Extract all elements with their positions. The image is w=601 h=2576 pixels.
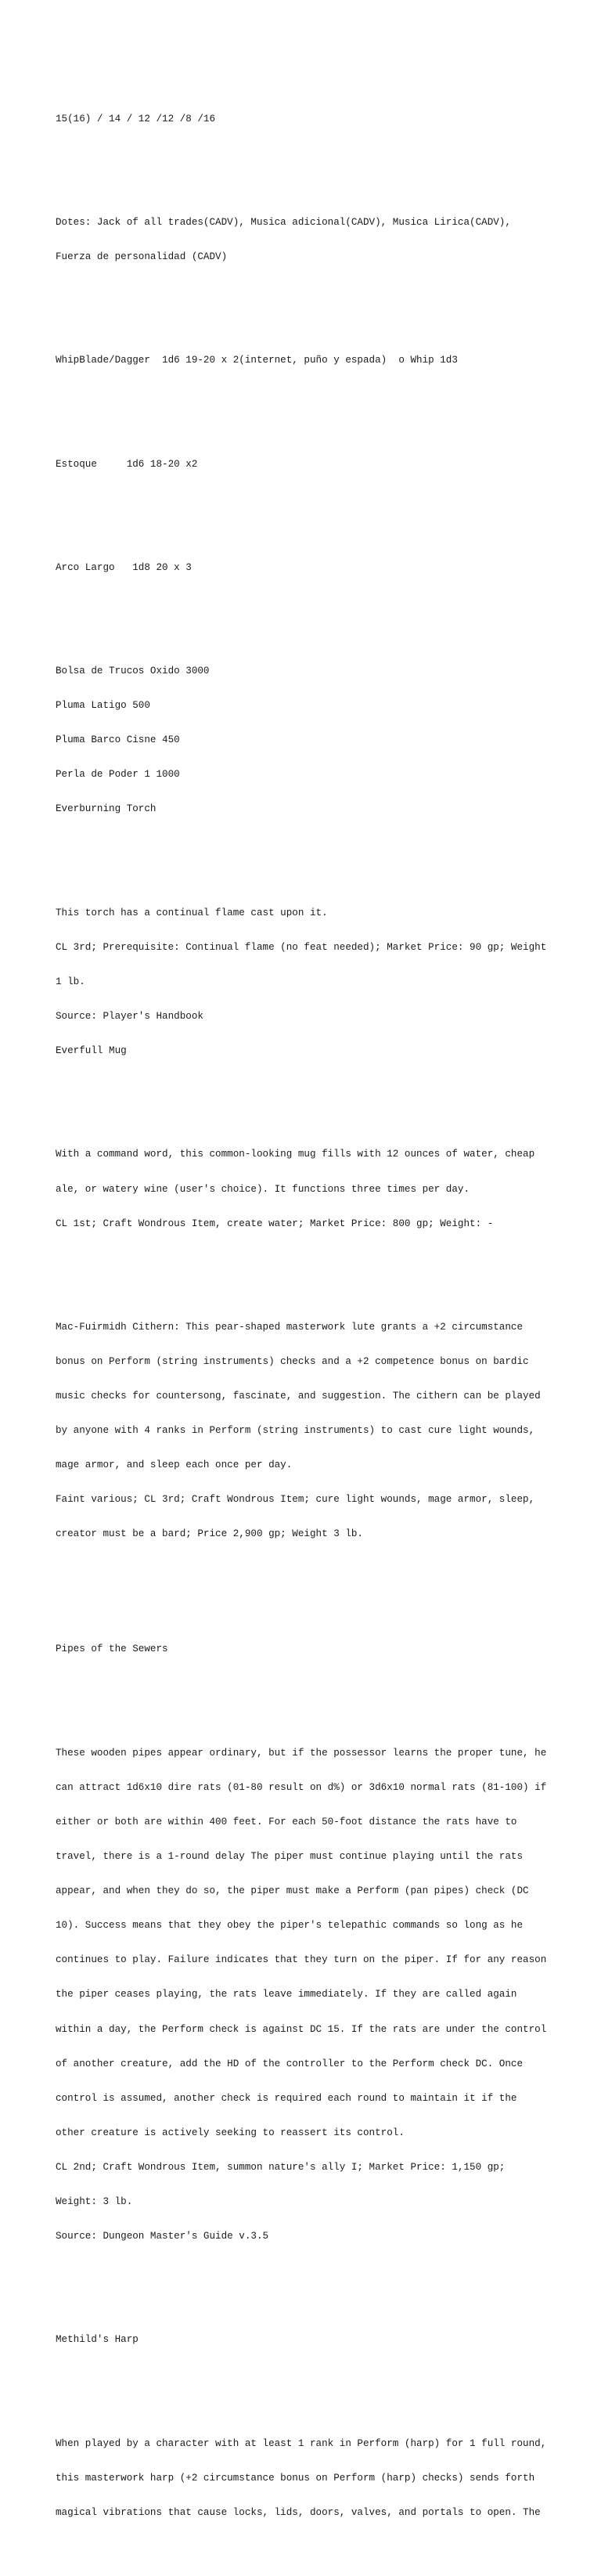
list-item: Pluma Barco Cisne 450 <box>56 734 180 746</box>
text-line: by anyone with 4 ranks in Perform (string instruments) to cast cure light wounds, <box>56 1425 535 1437</box>
text-line: Faint various; CL 3rd; Craft Wondrous Item; cure light wounds, mage armor, sleep, <box>56 1494 535 1506</box>
text-line: When played by a character with at least 1 rank in Perform (harp) for 1 full round, <box>56 2437 547 2449</box>
weapon-estoque <box>56 435 588 493</box>
text-line: the piper ceases playing, the rats leave immediately. If they are called again <box>56 1989 517 2001</box>
text-line: Everfull Mug <box>56 1045 127 1057</box>
pipes-description <box>56 1724 588 2265</box>
feats-block <box>56 193 588 286</box>
text-line: CL 2nd; Craft Wondrous Item, summon nature's ally I; Market Price: 1,150 gp; <box>56 2161 506 2173</box>
weapon-line: Arco Largo 1d8 20 x 3 <box>56 561 192 573</box>
torch-description <box>56 884 588 1080</box>
mug-description <box>56 1126 588 1253</box>
text-line: With a command word, this common-looking mug fills with 12 ounces of water, cheap <box>56 1149 535 1160</box>
document-page <box>56 56 588 2576</box>
ability-scores: 15(16) / 14 / 12 /12 /8 /16 <box>56 113 216 124</box>
stats-block <box>56 90 588 148</box>
text-line: control is assumed, another check is required each round to maintain it if the <box>56 2092 517 2104</box>
text-line: These wooden pipes appear ordinary, but if the possessor learns the proper tune, he <box>56 1747 547 1759</box>
text-line: creator must be a bard; Price 2,900 gp; Weight 3 lb. <box>56 1528 363 1540</box>
harp-description <box>56 2415 588 2542</box>
text-line: this masterwork harp (+2 circumstance bonus on Perform (harp) checks) sends forth <box>56 2472 535 2484</box>
items-list <box>56 643 588 839</box>
text-line: Weight: 3 lb. <box>56 2196 133 2207</box>
text-line: Source: Dungeon Master's Guide v.3.5 <box>56 2231 269 2242</box>
weapon-arco <box>56 539 588 597</box>
text-line: can attract 1d6x10 dire rats (01-80 result on d%) or 3d6x10 normal rats (81-100) if <box>56 1781 547 1793</box>
text-line: CL 1st; Craft Wondrous Item, create water; Market Price: 800 gp; Weight: - <box>56 1218 494 1229</box>
text-line: continues to play. Failure indicates that they turn on the piper. If for any reason <box>56 1954 547 1966</box>
list-item: Perla de Poder 1 1000 <box>56 769 180 781</box>
text-line: travel, there is a 1-round delay The piper must continue playing until the rats <box>56 1851 524 1863</box>
text-line: CL 3rd; Prerequisite: Continual flame (no feat needed); Market Price: 90 gp; Weight <box>56 941 547 953</box>
text-line: magical vibrations that cause locks, lids, doors, valves, and portals to open. The <box>56 2506 541 2518</box>
feats-line-1: Dotes: Jack of all trades(CADV), Musica adicional(CADV), Musica Lirica(CADV), <box>56 216 511 228</box>
section-title: Methild's Harp <box>56 2334 139 2346</box>
text-line: This torch has a continual flame cast upon it. <box>56 907 328 918</box>
text-line: ale, or watery wine (user's choice). It functions three times per day. <box>56 1183 470 1195</box>
harp-heading-block <box>56 2311 588 2369</box>
text-line: mage armor, and sleep each once per day. <box>56 1459 293 1471</box>
text-line: bonus on Perform (string instruments) checks and a +2 competence bonus on bardic <box>56 1356 529 1368</box>
weapon-line: Estoque 1d6 18-20 x2 <box>56 458 198 470</box>
text-line: music checks for countersong, fascinate, and suggestion. The cithern can be played <box>56 1391 541 1402</box>
section-title: Pipes of the Sewers <box>56 1643 168 1655</box>
weapon-whipblade <box>56 332 588 390</box>
text-line: other creature is actively seeking to reassert its control. <box>56 2127 405 2138</box>
list-item: Pluma Latigo 500 <box>56 700 150 712</box>
text-line: Mac-Fuirmidh Cithern: This pear-shaped masterwork lute grants a +2 circumstance <box>56 1321 524 1333</box>
text-line: 10). Success means that they obey the piper's telepathic commands so long as he <box>56 1920 524 1932</box>
list-item: Everburning Torch <box>56 803 157 815</box>
cithern-description <box>56 1299 588 1564</box>
list-item: Bolsa de Trucos Oxido 3000 <box>56 666 210 677</box>
text-line: 1 lb. <box>56 976 85 987</box>
feats-line-2: Fuerza de personalidad (CADV) <box>56 251 228 262</box>
text-line: within a day, the Perform check is against DC 15. If the rats are under the control <box>56 2023 547 2035</box>
text-line: either or both are within 400 feet. For each 50-foot distance the rats have to <box>56 1816 517 1827</box>
text-line: Source: Player's Handbook <box>56 1011 203 1023</box>
text-line: appear, and when they do so, the piper must make a Perform (pan pipes) check (DC <box>56 1885 529 1897</box>
weapon-line: WhipBlade/Dagger 1d6 19-20 x 2(internet, puño y espada) o Whip 1d3 <box>56 355 458 366</box>
pipes-heading-block <box>56 1621 588 1679</box>
text-line: of another creature, add the HD of the controller to the Perform check DC. Once <box>56 2058 524 2069</box>
